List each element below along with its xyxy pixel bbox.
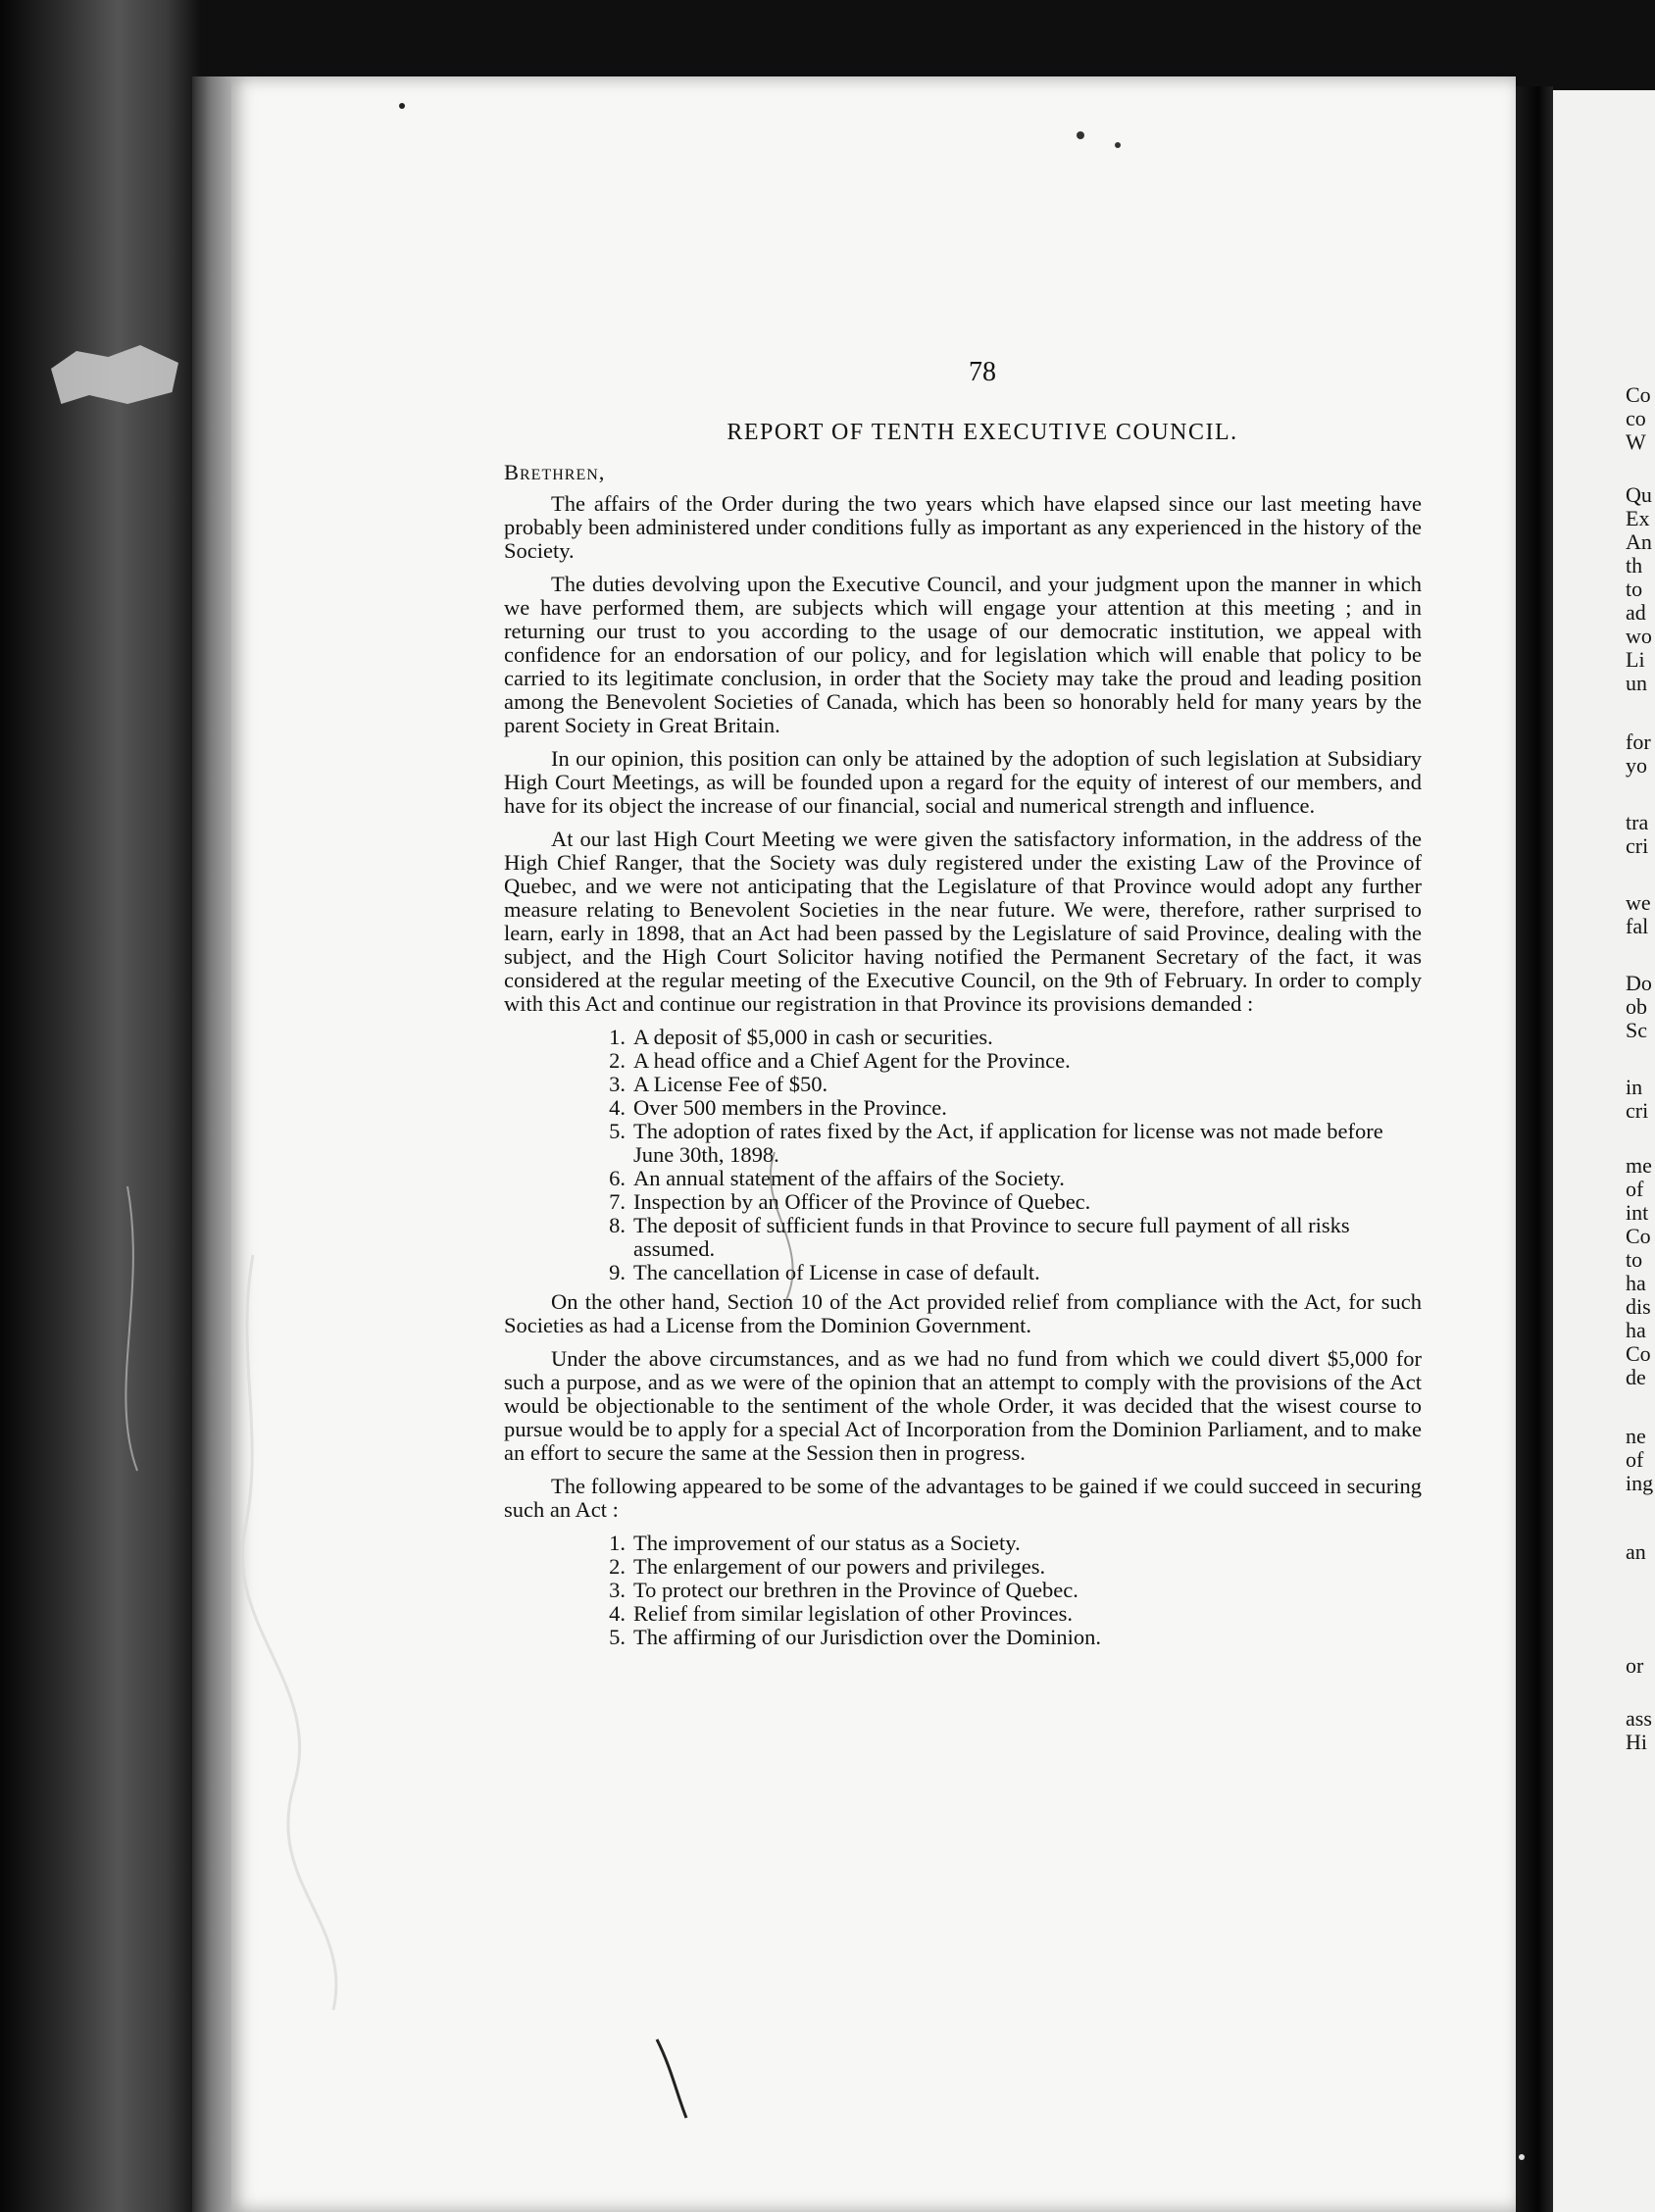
- adjacent-page-fragment: ha: [1626, 1318, 1646, 1342]
- adjacent-page-fragment: of: [1626, 1447, 1644, 1472]
- adjacent-page-fragment: an: [1626, 1539, 1646, 1564]
- list-item-text: A deposit of $5,000 in cash or securities.: [633, 1025, 993, 1049]
- list-item: [598, 1532, 1422, 1555]
- quebec-act-provisions-list: [598, 1026, 1422, 1284]
- adjacent-page-fragment: Hi: [1626, 1730, 1647, 1754]
- adjacent-page-fragment: tra: [1626, 810, 1649, 834]
- adjacent-page-fragment: Li: [1626, 647, 1645, 672]
- list-item: [598, 1555, 1422, 1579]
- adjacent-page-fragment: un: [1626, 671, 1647, 695]
- adjacent-page-fragment: fal: [1626, 914, 1649, 938]
- list-item-text: The affirming of our Jurisdiction over the Dominion.: [633, 1625, 1101, 1649]
- list-item: [598, 1579, 1422, 1602]
- adjacent-page-fragment: yo: [1626, 753, 1647, 778]
- list-item-number: 5.: [609, 1625, 626, 1649]
- adjacent-page-fragment: ob: [1626, 994, 1647, 1019]
- list-item: [598, 1167, 1422, 1190]
- list-item-text: A head office and a Chief Agent for the Province.: [633, 1048, 1071, 1073]
- paragraph: At our last High Court Meeting we were given the satisfactory information, in the address of the High Chief Ranger, that the Society was duly registered under the existing Law of the Province of Quebec, and we were not anticipating that the Legislature of that Province would adopt any further measure relating to Benevolent Societies in the near future. We were, therefore, rather surprised to learn, early in 1898, that an Act had been passed by the Legislature of said Province, dealing with the subject, and the High Court Solicitor having notified the Permanent Secretary of the fact, it was considered at the regular meeting of the Executive Council, on the 9th of February. In order to comply with this Act and continue our registration in that Province its provisions demanded :: [504, 827, 1422, 1016]
- adjacent-page-fragment: int: [1626, 1200, 1649, 1225]
- list-item: [598, 1214, 1422, 1261]
- list-item: [598, 1073, 1422, 1096]
- adjacent-page-fragment: Co: [1626, 382, 1651, 407]
- adjacent-page-fragment: W: [1626, 429, 1646, 454]
- opening-paragraphs: [504, 492, 1422, 1016]
- list-item-number: 2.: [609, 1048, 626, 1073]
- adjacent-page-fragment: de: [1626, 1365, 1646, 1389]
- salutation: Brethren,: [504, 460, 606, 484]
- adjacent-page-fragment: Ex: [1626, 506, 1650, 530]
- adjacent-page-fragment: Co: [1626, 1224, 1651, 1248]
- list-item-number: 3.: [609, 1072, 626, 1096]
- list-item-number: 5.: [609, 1119, 626, 1143]
- page-number: 78: [969, 357, 996, 387]
- adjacent-page-fragment: Qu: [1626, 482, 1652, 507]
- paragraph: The following appeared to be some of the advantages to be gained if we could succeed in securing such an Act :: [504, 1474, 1422, 1522]
- list-item-number: 2.: [609, 1554, 626, 1579]
- list-item-number: 4.: [609, 1601, 626, 1626]
- page-content: [504, 353, 1422, 1655]
- page-gutter: [1516, 86, 1553, 2212]
- list-item-text: A License Fee of $50.: [633, 1072, 828, 1096]
- list-item-text: Inspection by an Officer of the Province of Quebec.: [633, 1189, 1091, 1214]
- adjacent-page-fragment: Co: [1626, 1341, 1651, 1366]
- list-item-number: 1.: [609, 1531, 626, 1555]
- list-item-number: 9.: [609, 1260, 626, 1284]
- list-item-number: 8.: [609, 1213, 626, 1237]
- adjacent-page-fragment: An: [1626, 529, 1652, 554]
- adjacent-page-fragment: Sc: [1626, 1018, 1647, 1042]
- list-item-text: An annual statement of the affairs of the Society.: [633, 1166, 1065, 1190]
- adjacent-page-fragment: ass: [1626, 1706, 1652, 1731]
- paragraph: The duties devolving upon the Executive Council, and your judgment upon the manner in which we have performed them, are subjects which will engage your attention at this meeting ; and in returning our trust to you according to the usage of our democratic institution, we appeal with confidence for an endorsation of our policy, and for legislation which will enable that policy to be carried to its legitimate conclusion, in order that the Society may take the proud and leading position among the Benevolent Societies of Canada, which has been so honorably held for many years by the parent Society in Great Britain.: [504, 572, 1422, 737]
- list-item-text: The adoption of rates fixed by the Act, if application for license was not made before June 30th, 1898.: [633, 1119, 1383, 1167]
- list-item-text: The enlargement of our powers and privileges.: [633, 1554, 1046, 1579]
- paragraph: In our opinion, this position can only be attained by the adoption of such legislation at Subsidiary High Court Meetings, as will be founded upon a regard for the equity of interest of our members, and have for its object the increase of our financial, social and numerical strength and influence.: [504, 746, 1422, 818]
- adjacent-page-fragment: th: [1626, 553, 1643, 578]
- adjacent-page-fragment: for: [1626, 729, 1651, 754]
- list-item-text: The improvement of our status as a Society.: [633, 1531, 1021, 1555]
- adjacent-page-fragment: ad: [1626, 600, 1646, 625]
- list-item-number: 7.: [609, 1189, 626, 1214]
- paragraph: The affairs of the Order during the two years which have elapsed since our last meeting have probably been administered under conditions fully as important as any experienced in the history of the Society.: [504, 491, 1422, 563]
- list-item-text: The cancellation of License in case of default.: [633, 1260, 1040, 1284]
- list-item: [598, 1096, 1422, 1120]
- adjacent-page-fragment: to: [1626, 1247, 1643, 1272]
- torn-paper-fragment: [51, 345, 178, 404]
- list-item: [598, 1026, 1422, 1049]
- list-item-text: The deposit of sufficient funds in that Province to secure full payment of all risks assumed.: [633, 1213, 1350, 1261]
- list-item: [598, 1626, 1422, 1649]
- list-item-number: 4.: [609, 1095, 626, 1120]
- list-item-text: Relief from similar legislation of other Provinces.: [633, 1601, 1074, 1626]
- paragraph: Under the above circumstances, and as we had no fund from which we could divert $5,000 for such a purpose, and as we were of the opinion that an attempt to comply with the provisions of the Act would be objectionable to the sentiment of the whole Order, it was decided that the wisest course to pursue would be to apply for a special Act of Incorporation from the Dominion Parliament, and to make an effort to secure the same at the Session then in progress.: [504, 1346, 1423, 1465]
- adjacent-page: [1553, 90, 1655, 2212]
- list-item-number: 3.: [609, 1578, 626, 1602]
- adjacent-page-fragment: cri: [1626, 1098, 1649, 1123]
- adjacent-page-fragment: of: [1626, 1177, 1644, 1201]
- list-item: [598, 1190, 1422, 1214]
- adjacent-page-fragment: co: [1626, 406, 1646, 430]
- adjacent-page-fragment: ne: [1626, 1424, 1646, 1448]
- list-item-number: 1.: [609, 1025, 626, 1049]
- adjacent-page-fragment: dis: [1626, 1294, 1651, 1319]
- advantages-list: [598, 1532, 1422, 1649]
- adjacent-page-fragment: ha: [1626, 1271, 1646, 1295]
- list-item: [598, 1261, 1422, 1284]
- paragraph: On the other hand, Section 10 of the Act provided relief from compliance with the Act, for such Societies as had a License from the Dominion Government.: [504, 1289, 1422, 1337]
- adjacent-page-fragment: to: [1626, 577, 1643, 601]
- adjacent-page-fragment: in: [1626, 1075, 1643, 1099]
- adjacent-page-fragment: Do: [1626, 971, 1652, 995]
- report-heading: REPORT OF TENTH EXECUTIVE COUNCIL.: [727, 420, 1238, 445]
- adjacent-page-fragment: ing: [1626, 1471, 1654, 1495]
- list-item-text: To protect our brethren in the Province of Quebec.: [633, 1578, 1078, 1602]
- middle-paragraphs: [504, 1290, 1422, 1522]
- list-item-text: Over 500 members in the Province.: [633, 1095, 947, 1120]
- adjacent-page-fragment: me: [1626, 1153, 1652, 1178]
- adjacent-page-fragment: wo: [1626, 624, 1652, 648]
- list-item-number: 6.: [609, 1166, 626, 1190]
- adjacent-page-fragment: we: [1626, 890, 1651, 915]
- adjacent-page-fragment: cri: [1626, 833, 1649, 858]
- list-item: [598, 1602, 1422, 1626]
- list-item: [598, 1049, 1422, 1073]
- list-item: [598, 1120, 1422, 1167]
- adjacent-page-fragment: or: [1626, 1653, 1644, 1678]
